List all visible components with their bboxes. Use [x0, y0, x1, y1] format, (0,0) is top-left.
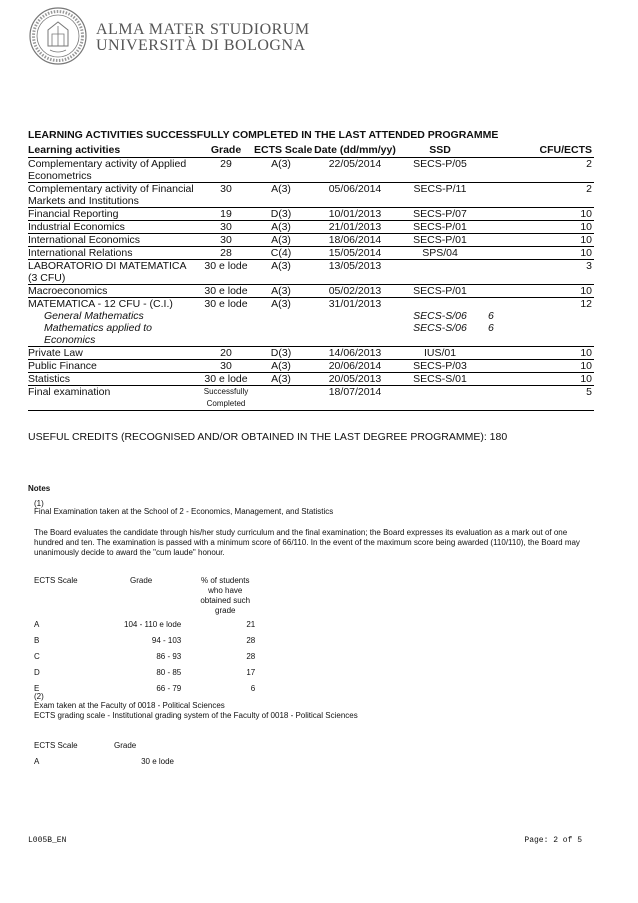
activity-date: 31/01/2013 [328, 298, 382, 310]
activity-grade: 19 [200, 208, 252, 221]
ects-header-scale: ECTS Scale [34, 576, 78, 585]
activity-ects [252, 386, 310, 411]
university-seal-logo [28, 6, 88, 66]
activity-cfu: 10 [480, 347, 594, 360]
note-2-line2: ECTS grading scale - Institutional grading system of the Faculty of 0018 - Political Sciences [34, 711, 358, 720]
ects-pct: 6 [250, 684, 256, 693]
col-header-date: Date (dd/mm/yy) [310, 143, 400, 158]
activity-grade: 30 [200, 234, 252, 247]
sub-activity-name: General Mathematics [44, 310, 144, 322]
activity-ects: A(3) [252, 158, 310, 183]
ects-grade: 104 - 110 e lode [124, 620, 182, 629]
activity-ssd: SECS-P/01 [400, 285, 480, 298]
activity-grade: 30 e lode [200, 285, 252, 298]
activity-ssd: SECS-P/05 [400, 158, 480, 183]
activity-date: 20/05/2013 [310, 373, 400, 386]
sub-activity-cfu: 6 [488, 310, 494, 322]
activity-ects: A(3) [252, 260, 310, 285]
note-1-text: Final Examination taken at the School of 2 - Economics, Management, and Statistics [34, 507, 334, 516]
activity-name: Financial Reporting [28, 208, 200, 221]
ects-table-header [34, 576, 255, 620]
table-row [28, 183, 594, 208]
ects-scale: E [34, 684, 40, 693]
activity-ssd: SECS-P/01 [400, 221, 480, 234]
university-name-line1: ALMA MATER STUDIORUM [96, 21, 310, 38]
section-title: LEARNING ACTIVITIES SUCCESSFULLY COMPLETED IN THE LAST ATTENDED PROGRAMME [28, 129, 499, 141]
activity-name: LABORATORIO DI MATEMATICA (3 CFU) [28, 260, 200, 285]
ects-pct: 21 [246, 620, 256, 629]
activity-ssd: SECS-S/01 [400, 373, 480, 386]
activity-ssd: SPS/04 [400, 247, 480, 260]
activity-cfu: 10 [480, 360, 594, 373]
activity-cfu: 10 [480, 285, 594, 298]
activity-name: Macroeconomics [28, 285, 200, 298]
activity-ssd: SECS-P/07 [400, 208, 480, 221]
sub-activity-row [28, 310, 594, 322]
activity-date: 05/06/2014 [310, 183, 400, 208]
activity-date: 14/06/2013 [310, 347, 400, 360]
table-row [28, 386, 594, 411]
sub-activity-ssd: SECS-S/06 [413, 322, 467, 334]
table-row [28, 285, 594, 298]
table-row [28, 234, 594, 247]
ects-table-row [34, 652, 255, 668]
activity-ssd [400, 298, 480, 311]
activity-ects: A(3) [252, 373, 310, 386]
ects-scale: A [34, 757, 40, 766]
activity-grade: 30 [200, 221, 252, 234]
activity-ssd: IUS/01 [400, 347, 480, 360]
activity-cfu: 2 [480, 158, 594, 183]
activity-cfu: 10 [480, 221, 594, 234]
sub-activity-cfu: 6 [488, 322, 494, 334]
activity-date: 05/02/2013 [310, 285, 400, 298]
ects-table-header [34, 741, 174, 757]
ects-scale: D [34, 668, 40, 677]
activity-ssd: SECS-P/01 [400, 234, 480, 247]
university-name-line2: UNIVERSITÀ DI BOLOGNA [96, 37, 306, 54]
ects-table-row [34, 668, 255, 684]
col-header-ects: ECTS Scale [254, 144, 313, 156]
col-header-grade: Grade [200, 143, 252, 158]
activity-name: Public Finance [28, 360, 200, 373]
activity-ssd: SECS-P/11 [400, 183, 480, 208]
ects-table-row [34, 620, 255, 636]
activity-grade: 30 e lode [200, 373, 252, 386]
ects-grade: 30 e lode [141, 757, 174, 766]
table-row [28, 298, 594, 311]
activity-grade: 29 [200, 158, 252, 183]
activity-cfu: 2 [480, 183, 594, 208]
activity-grade: 30 [200, 360, 252, 373]
table-row [28, 208, 594, 221]
activity-date: 20/06/2014 [310, 360, 400, 373]
activity-date: 10/01/2013 [310, 208, 400, 221]
activity-ssd: SECS-P/03 [400, 360, 480, 373]
ects-table-row [34, 757, 174, 773]
table-row [28, 360, 594, 373]
ects-grading-table-2 [34, 741, 174, 773]
ects-header-scale: ECTS Scale [34, 741, 78, 750]
activity-grade: 30 e lode [204, 298, 248, 310]
activity-ects: A(3) [252, 360, 310, 373]
note-2-line1: Exam taken at the Faculty of 0018 - Political Sciences [34, 701, 225, 710]
university-name [96, 22, 310, 54]
activity-cfu: 10 [480, 208, 594, 221]
activity-ects: D(3) [252, 347, 310, 360]
activity-name: Statistics [28, 373, 200, 386]
activity-ects: A(3) [252, 183, 310, 208]
ects-grade: 86 - 93 [156, 652, 182, 661]
activity-ects: A(3) [271, 298, 291, 310]
table-row [28, 347, 594, 360]
ects-grading-table-1 [34, 576, 255, 700]
table-row [28, 247, 594, 260]
activity-ssd [400, 386, 480, 411]
activity-date: 22/05/2014 [310, 158, 400, 183]
activity-cfu: 10 [480, 373, 594, 386]
activity-ects: A(3) [252, 221, 310, 234]
ects-pct: 28 [246, 636, 256, 645]
activity-cfu: 10 [480, 234, 594, 247]
activity-grade: 28 [200, 247, 252, 260]
activity-date: 21/01/2013 [310, 221, 400, 234]
activity-name: Final examination [28, 386, 200, 411]
note-1-board: The Board evaluates the candidate through his/her study curriculum and the final examination; the Board expresses its evaluation as a mark out of one hundred and ten. The examination is passed with a minimum score of 66/110. In the event of the maximum score being awarded (110/110), the Board may unanimously decide to award the "cum laude" honour. [34, 528, 580, 557]
activity-grade: 30 e lode [200, 260, 252, 285]
ects-grade: 66 - 79 [156, 684, 182, 693]
footer-page-number: Page: 2 of 5 [524, 836, 582, 845]
activity-cfu: 10 [480, 247, 594, 260]
note-2-marker: (2) [34, 692, 44, 701]
col-header-activity: Learning activities [28, 143, 200, 158]
table-header-row [28, 143, 594, 158]
activity-date: 18/07/2014 [310, 386, 400, 411]
ects-pct: 17 [246, 668, 256, 677]
activity-ects: C(4) [252, 247, 310, 260]
useful-credits: USEFUL CREDITS (RECOGNISED AND/OR OBTAINED IN THE LAST DEGREE PROGRAMME): 180 [28, 431, 508, 443]
note-1-marker: (1) [34, 499, 44, 508]
activity-ects: D(3) [252, 208, 310, 221]
activity-ssd [400, 260, 480, 285]
activity-grade: 20 [200, 347, 252, 360]
activity-name: Complementary activity of Applied Econometrics [28, 158, 200, 183]
activity-cfu: 5 [480, 386, 594, 411]
notes-title: Notes [28, 484, 51, 493]
activity-ects: A(3) [252, 234, 310, 247]
activity-cfu: 12 [580, 298, 592, 310]
activity-ects: A(3) [252, 285, 310, 298]
activity-date: 15/05/2014 [310, 247, 400, 260]
table-row [28, 260, 594, 285]
table-row [28, 373, 594, 386]
learning-activities-table [28, 143, 594, 411]
col-header-ssd: SSD [400, 143, 480, 158]
ects-header-grade: Grade [114, 741, 137, 750]
ects-grade: 80 - 85 [156, 668, 182, 677]
activity-name: Complementary activity of Financial Markets and Institutions [28, 183, 200, 208]
ects-scale: A [34, 620, 40, 629]
ects-scale: B [34, 636, 40, 645]
activity-name: International Economics [28, 234, 200, 247]
activity-grade: 30 [200, 183, 252, 208]
ects-grade: 94 - 103 [151, 636, 182, 645]
activity-date: 18/06/2014 [310, 234, 400, 247]
sub-activity-ssd: SECS-S/06 [413, 310, 467, 322]
ects-pct: 28 [246, 652, 256, 661]
col-header-cfu: CFU/ECTS [480, 143, 594, 158]
table-row [28, 158, 594, 183]
activity-date: 13/05/2013 [310, 260, 400, 285]
activity-name: Private Law [28, 347, 200, 360]
ects-table-row [34, 636, 255, 652]
sub-activity-name: Mathematics applied to Economics [44, 322, 152, 346]
ects-header-grade: Grade [130, 576, 153, 585]
footer-document-code: L005B_EN [28, 836, 67, 845]
activity-name: Industrial Economics [28, 221, 200, 234]
activity-name: MATEMATICA - 12 CFU - (C.I.) [28, 298, 173, 310]
activity-grade: Successfully Completed [200, 386, 252, 411]
ects-header-pct: % of students who have obtained such grade [200, 576, 251, 615]
activity-cfu: 3 [480, 260, 594, 285]
sub-activity-row [28, 322, 594, 347]
table-row [28, 221, 594, 234]
activity-name: International Relations [28, 247, 200, 260]
ects-scale: C [34, 652, 40, 661]
